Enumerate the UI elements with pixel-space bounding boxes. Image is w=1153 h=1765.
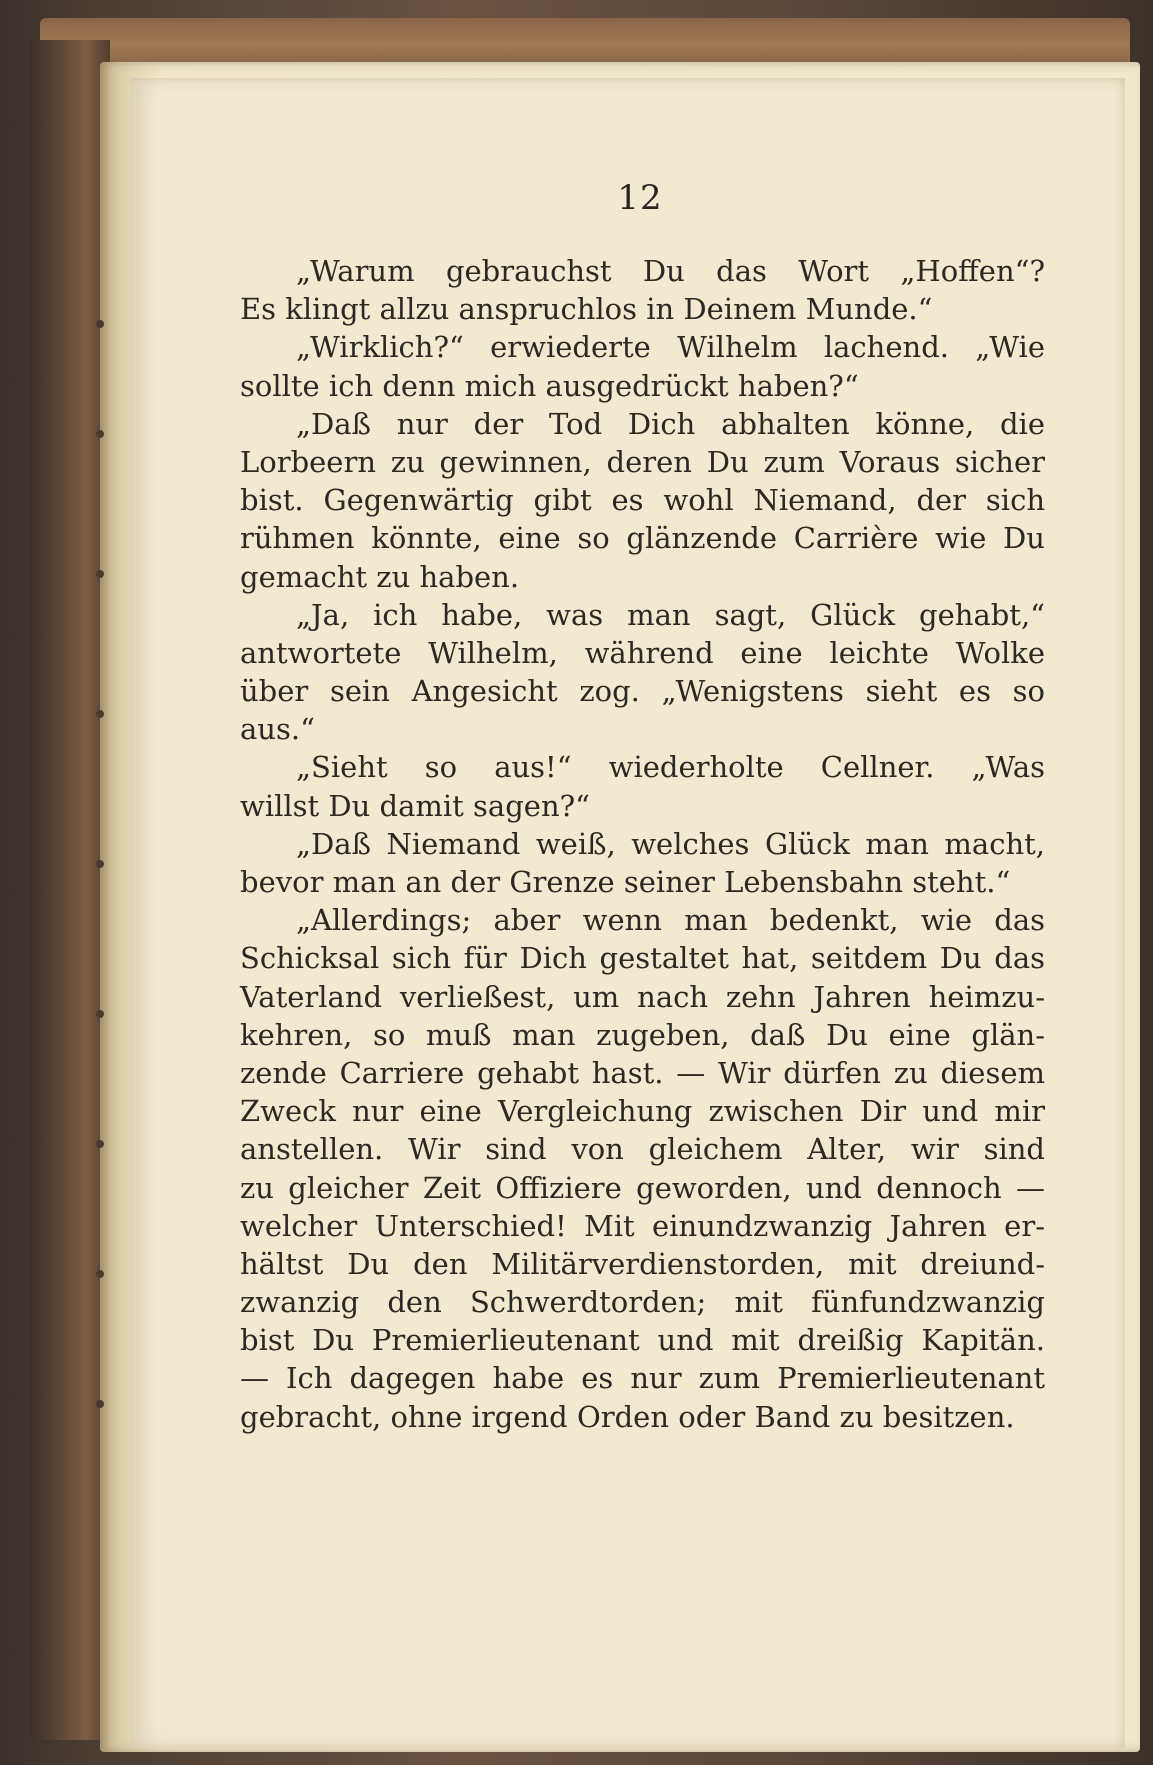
- stitch-mark: [96, 1270, 104, 1278]
- text-line: bist Du Premierlieutenant und mit dreißig Kapitän.: [240, 1323, 1045, 1358]
- text-line: antwortete Wilhelm, während eine leichte Wolke: [240, 635, 1045, 670]
- text-line: aus.“: [240, 712, 315, 747]
- stitch-mark: [96, 570, 104, 578]
- text-line: welcher Unterschied! Mit einundzwanzig Jahren er-: [240, 1208, 1045, 1243]
- text-line: „Sieht so aus!“ wiederholte Cellner. „Was: [296, 750, 1045, 785]
- stitch-mark: [96, 430, 104, 438]
- text-line: „Daß nur der Tod Dich abhalten könne, die: [296, 406, 1045, 441]
- text-line: bevor man an der Grenze seiner Lebensbahn steht.“: [240, 865, 1011, 899]
- text-line: kehren, so muß man zugeben, daß Du eine glän-: [240, 1017, 1045, 1052]
- text-line: bist. Gegenwärtig gibt es wohl Niemand, der sich: [240, 483, 1045, 518]
- stitch-mark: [96, 710, 104, 718]
- text-line: zende Carriere gehabt hast. — Wir dürfen zu diesem: [240, 1055, 1045, 1090]
- text-line: Zweck nur eine Vergleichung zwischen Dir und mir: [240, 1094, 1045, 1129]
- text-line: „Warum gebrauchst Du das Wort „Hoffen“?: [296, 254, 1045, 288]
- text-line: „Wirklich?“ erwiederte Wilhelm lachend. „Wie: [296, 330, 1045, 365]
- text-line: sollte ich denn mich ausgedrückt haben?“: [240, 368, 859, 403]
- text-line: über sein Angesicht zog. „Wenigstens sieht es so: [240, 674, 1045, 709]
- text-line: „Daß Niemand weiß, welches Glück man macht,: [296, 826, 1045, 861]
- stitch-mark: [96, 1400, 104, 1408]
- text-line: zu gleicher Zeit Offiziere geworden, und dennoch —: [240, 1170, 1045, 1205]
- text-line: — Ich dagegen habe es nur zum Premierlieutenant: [240, 1361, 1045, 1396]
- text-line: rühmen könnte, eine so glänzende Carrière wie Du: [240, 521, 1045, 556]
- text-line: gemacht zu haben.: [240, 559, 520, 594]
- text-line: anstellen. Wir sind von gleichem Alter, wir sind: [240, 1132, 1045, 1167]
- text-line: willst Du damit sagen?“: [240, 788, 590, 823]
- text-line: Vaterland verließest, um nach zehn Jahren heimzu-: [240, 979, 1045, 1014]
- stitch-mark: [96, 320, 104, 328]
- stitch-mark: [96, 1140, 104, 1148]
- page-number: 12: [617, 178, 663, 218]
- text-line: Lorbeern zu gewinnen, deren Du zum Voraus sicher: [240, 444, 1045, 479]
- text-line: hältst Du den Militärverdienstorden, mit dreiund-: [240, 1246, 1045, 1281]
- binding-stitches: [96, 320, 108, 1520]
- text-line: „Ja, ich habe, was man sagt, Glück gehabt,“: [296, 597, 1045, 632]
- stitch-mark: [96, 1010, 104, 1018]
- text-line: „Allerdings; aber wenn man bedenkt, wie das: [296, 903, 1045, 938]
- body-text: [240, 252, 1045, 1436]
- text-line: zwanzig den Schwerdtorden; mit fünfundzwanzig: [240, 1285, 1045, 1320]
- text-line: gebracht, ohne irgend Orden oder Band zu besitzen.: [240, 1399, 1015, 1434]
- text-line: Es klingt allzu anspruchlos in Deinem Munde.“: [240, 292, 933, 327]
- stitch-mark: [96, 860, 104, 868]
- text-line: Schicksal sich für Dich gestaltet hat, seitdem Du das: [240, 941, 1045, 976]
